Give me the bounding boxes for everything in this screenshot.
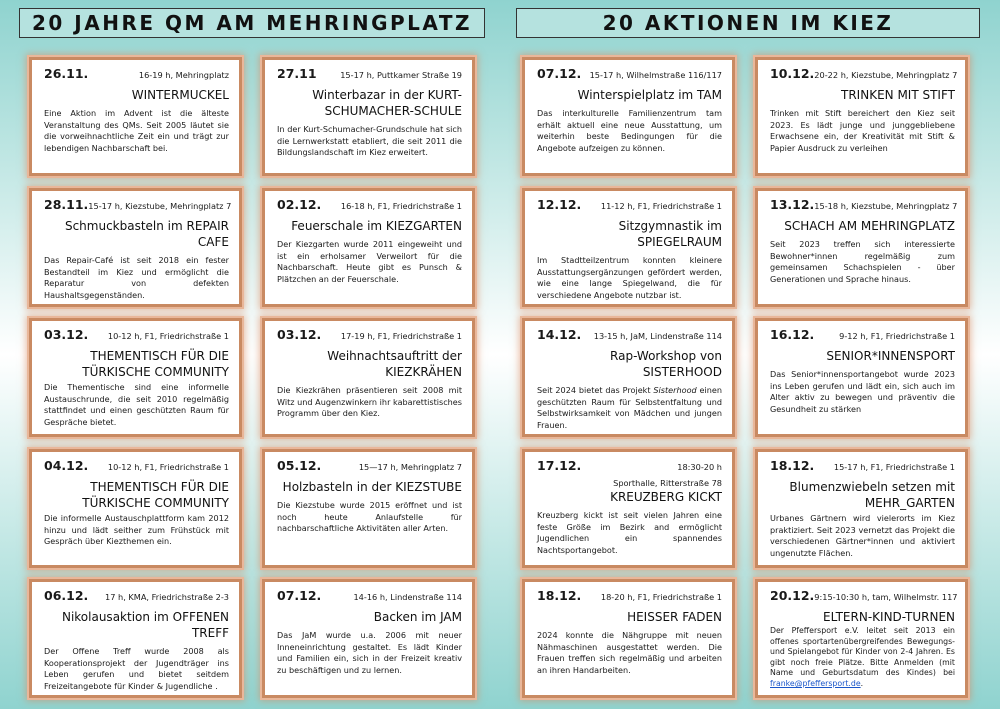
event-time-location: 16-19 h, Mehringplatz bbox=[138, 70, 229, 80]
event-time-location: 15-17 h, Puttkamer Straße 19 bbox=[340, 70, 462, 80]
event-location: Sporthalle, Ritterstraße 78 bbox=[613, 478, 722, 488]
event-date: 26.11. bbox=[44, 66, 89, 81]
event-card-kiezkraehen bbox=[262, 318, 475, 437]
event-time-location: 9-12 h, F1, Friedrichstraße 1 bbox=[839, 331, 955, 341]
event-card-wintermuckel bbox=[29, 57, 242, 176]
event-card-blumenzwiebeln bbox=[755, 449, 968, 568]
event-description: Trinken mit Stift bereichert den Kiez seit 2023. Es lädt junge und junggebliebene Erwachsene ein, der Kreativität mit Stift & Papier Ausdruck zu verleihen bbox=[770, 108, 955, 153]
event-date: 20.12. bbox=[770, 588, 815, 603]
event-title: Feuerschale im KIEZGARTEN bbox=[291, 219, 462, 233]
event-time-location: 15-17 h, Kiezstube, Mehringplatz 7 bbox=[88, 201, 232, 211]
event-time-location: 9:15-10:30 h, tam, Wilhelmstr. 117 bbox=[814, 592, 958, 602]
event-date: 04.12. bbox=[44, 458, 89, 473]
event-date: 16.12. bbox=[770, 327, 815, 342]
project-name: Sisterhood bbox=[653, 385, 697, 395]
event-card-schach bbox=[755, 188, 968, 307]
event-date: 06.12. bbox=[44, 588, 89, 603]
event-time-location: 15—17 h, Mehringplatz 7 bbox=[358, 462, 462, 472]
event-time-location: 17-19 h, F1, Friedrichstraße 1 bbox=[340, 331, 462, 341]
event-card-thementisch-1 bbox=[29, 318, 242, 437]
event-description: Seit 2023 treffen sich interessierte Bewohner*innen regelmäßig zum gemeinsamen Schachspielen - über Generationen und Sprache hinaus. bbox=[770, 239, 955, 284]
event-title: Backen im JAM bbox=[373, 610, 462, 624]
event-time-location: 15-17 h, F1, Friedrichstraße 1 bbox=[833, 462, 955, 472]
event-card-backen-jam bbox=[262, 579, 475, 698]
event-title: THEMENTISCH FÜR DIE TÜRKISCHE COMMUNITY bbox=[82, 349, 229, 379]
event-card-thementisch-2 bbox=[29, 449, 242, 568]
event-card-offener-treff bbox=[29, 579, 242, 698]
event-title: ELTERN-KIND-TURNEN bbox=[822, 610, 955, 624]
event-card-holzbasteln bbox=[262, 449, 475, 568]
event-date: 18.12. bbox=[770, 458, 815, 473]
event-card-repair-cafe bbox=[29, 188, 242, 307]
event-title: TRINKEN MIT STIFT bbox=[841, 88, 955, 102]
event-title: HEISSER FADEN bbox=[627, 610, 722, 624]
event-time-location: 10-12 h, F1, Friedrichstraße 1 bbox=[107, 462, 229, 472]
event-time-location: 13-15 h, JaM, Lindenstraße 114 bbox=[593, 331, 722, 341]
event-title: Rap-Workshop von SISTERHOOD bbox=[610, 349, 722, 379]
right-page-header: 20 AKTIONEN IM KIEZ bbox=[516, 8, 980, 38]
event-description: Seit 2024 bietet das Projekt Sisterhood einen geschützten Raum für Selbstentfaltung und Selbstwirksamkeit von Mädchen und jungen Frauen. bbox=[537, 385, 723, 430]
event-time: 18:30-20 h bbox=[677, 462, 722, 472]
event-date: 27.11 bbox=[277, 66, 317, 81]
event-title: KREUZBERG KICKT bbox=[610, 490, 722, 504]
event-description: Urbanes Gärtnern wird vielerorts im Kiez praktiziert. Seit 2023 vernetzt das Projekt die verschiedenen Gärtner*innen und aktiviert ungenutzte Flächen. bbox=[770, 513, 955, 558]
event-title: SCHACH AM MEHRINGPLATZ bbox=[784, 219, 955, 233]
event-time-location: 18-20 h, F1, Friedrichstraße 1 bbox=[600, 592, 722, 602]
event-date: 03.12. bbox=[44, 327, 89, 342]
event-title: Sitzgymnastik im SPIEGELRAUM bbox=[618, 219, 722, 249]
event-title: Schmuckbasteln im REPAIR CAFE bbox=[64, 219, 229, 249]
event-time-location: 14-16 h, Lindenstraße 114 bbox=[353, 592, 462, 602]
event-card-sisterhood bbox=[522, 318, 735, 437]
event-date: 03.12. bbox=[277, 327, 322, 342]
event-date: 13.12. bbox=[770, 197, 815, 212]
event-card-trinken-mit-stift bbox=[755, 57, 968, 176]
event-time-location: 11-12 h, F1, Friedrichstraße 1 bbox=[600, 201, 722, 211]
event-description: Die Thementische sind eine informelle Austauschrunde, die seit 2010 regelmäßig stattfindet und einen geschützten Raum für Gespräche bietet. bbox=[44, 382, 229, 427]
event-title: WINTERMUCKEL bbox=[131, 88, 229, 102]
email-link[interactable]: franke@pfeffersport.de bbox=[770, 678, 861, 688]
event-card-winterbazar bbox=[262, 57, 475, 176]
event-title: THEMENTISCH FÜR DIE TÜRKISCHE COMMUNITY bbox=[82, 480, 229, 510]
event-title: Winterbazar in der KURT-SCHUMACHER-SCHULE bbox=[312, 88, 462, 118]
event-description: Das JaM wurde u.a. 2006 mit neuer Inneneinrichtung gestaltet. Es lädt Kinder und Familien ein, sich in der Freizeit kreativ zu beschäftigen und zu lernen. bbox=[277, 630, 462, 675]
event-title: Winterspielplatz im TAM bbox=[577, 88, 722, 102]
event-description: Das Repair-Café ist seit 2018 ein fester Bestandteil im Kiez und ermöglicht die Reparatur von defekten Haushaltsgegenständen. bbox=[44, 255, 229, 300]
event-date: 07.12. bbox=[537, 66, 582, 81]
event-description: Die informelle Austauschplattform kam 2012 hinzu und lädt seither zum Frühstück mit Gespräch über Kiezthemen ein. bbox=[44, 513, 229, 547]
event-date: 02.12. bbox=[277, 197, 322, 212]
event-date: 17.12. bbox=[537, 458, 582, 473]
event-card-winterspielplatz bbox=[522, 57, 735, 176]
event-description: Der Offene Treff wurde 2008 als Kooperationsprojekt der Jugendträger ins Leben gerufen und bietet seitdem Freizeitangebote für Kinder & Jugendliche . bbox=[44, 646, 229, 691]
event-time-location: 16-18 h, F1, Friedrichstraße 1 bbox=[340, 201, 462, 211]
event-description: 2024 konnte die Nähgruppe mit neuen Nähmaschinen ausgestattet werden. Die Frauen treffen sich regelmäßig und arbeiten an ihren Handarbeiten. bbox=[537, 630, 722, 675]
event-description: Das interkulturelle Familienzentrum tam erhält aktuell eine neue Ausstattung, um weiterhin beste Bedingungen für die Angebote aufzeigen zu können. bbox=[537, 108, 722, 153]
event-date: 14.12. bbox=[537, 327, 582, 342]
event-description: Eine Aktion im Advent ist die älteste Veranstaltung des QMs. Seit 2005 läutet sie die vorweihnachtliche Zeit ein und trägt zur lebendigen Nachbarschaft bei. bbox=[44, 108, 229, 153]
event-title: SENIOR*INNENSPORT bbox=[826, 349, 955, 363]
event-description: Das Senior*innensportangebot wurde 2023 ins Leben gerufen und lädt ein, sich auch im Alter aktiv zu bewegen und präventiv die Gesundheit zu stärken bbox=[770, 369, 955, 414]
event-card-feuerschale bbox=[262, 188, 475, 307]
event-title: Holzbasteln in der KIEZSTUBE bbox=[282, 480, 462, 494]
event-date: 18.12. bbox=[537, 588, 582, 603]
event-date: 28.11. bbox=[44, 197, 89, 212]
event-description: Kreuzberg kickt ist seit vielen Jahren eine feste Größe im Bezirk and ermöglicht Jugendlichen ein spannendes Nachtsportangebot. bbox=[537, 510, 722, 555]
event-title: Weihnachtsauftritt der KIEZKRÄHEN bbox=[327, 349, 462, 379]
event-date: 10.12. bbox=[770, 66, 815, 81]
event-description: In der Kurt-Schumacher-Grundschule hat sich die Lernwerkstatt etabliert, die seit 2011 die Bildungslandschaft im Kiez erweitert. bbox=[277, 124, 462, 158]
event-description: Im Stadtteilzentrum konnten kleinere Ausstattungsergänzungen gefördert werden, wie eine lange Spiegelwand, die für verschiedene Angebote nutzbar ist. bbox=[537, 255, 722, 300]
event-card-seniorinnensport bbox=[755, 318, 968, 437]
event-card-sitzgymnastik bbox=[522, 188, 735, 307]
event-time-location: 10-12 h, F1, Friedrichstraße 1 bbox=[107, 331, 229, 341]
event-description: Die Kiezkrähen präsentieren seit 2008 mit Witz und Augenzwinkern ihr kabarettistisches Programm über den Kiez. bbox=[277, 385, 462, 419]
event-description: Der Pfeffersport e.V. leitet seit 2013 ein offenes sportartenübergreifendes Bewegungs- und Spielangebot für Kinder von 2-4 Jahren. Es gibt noch freie Plätze. Bitte Anmelden (mit Name und Geburtsdatum des Kindes) bei franke@pfeffersport.de. bbox=[770, 626, 955, 688]
event-card-eltern-kind-turnen bbox=[755, 579, 968, 698]
event-time-location: 15-18 h, Kiezstube, Mehringplatz 7 bbox=[814, 201, 958, 211]
event-title: Nikolausaktion im OFFENEN TREFF bbox=[61, 610, 229, 640]
event-time-location: 20-22 h, Kiezstube, Mehringplatz 7 bbox=[814, 70, 958, 80]
event-time-location: 15-17 h, Wilhelmstraße 116/117 bbox=[589, 70, 722, 80]
event-card-heisser-faden bbox=[522, 579, 735, 698]
event-time-location: 17 h, KMA, Friedrichstraße 2-3 bbox=[104, 592, 229, 602]
event-card-kreuzberg-kickt bbox=[522, 449, 735, 568]
event-date: 07.12. bbox=[277, 588, 322, 603]
event-description: Die Kiezstube wurde 2015 eröffnet und ist noch heute Anlaufstelle für nachbarschaftliche Aktivitäten aller Arten. bbox=[277, 500, 462, 534]
left-page-header: 20 JAHRE QM AM MEHRINGPLATZ bbox=[19, 8, 485, 38]
event-title: Blumenzwiebeln setzen mit MEHR_GARTEN bbox=[789, 480, 955, 510]
event-date: 12.12. bbox=[537, 197, 582, 212]
event-description: Der Kiezgarten wurde 2011 eingeweiht und ist ein erholsamer Verweilort für die Nachbarschaft. Heute gibt es Punsch & Plätzchen an der Feuerschale. bbox=[277, 239, 462, 284]
event-date: 05.12. bbox=[277, 458, 322, 473]
